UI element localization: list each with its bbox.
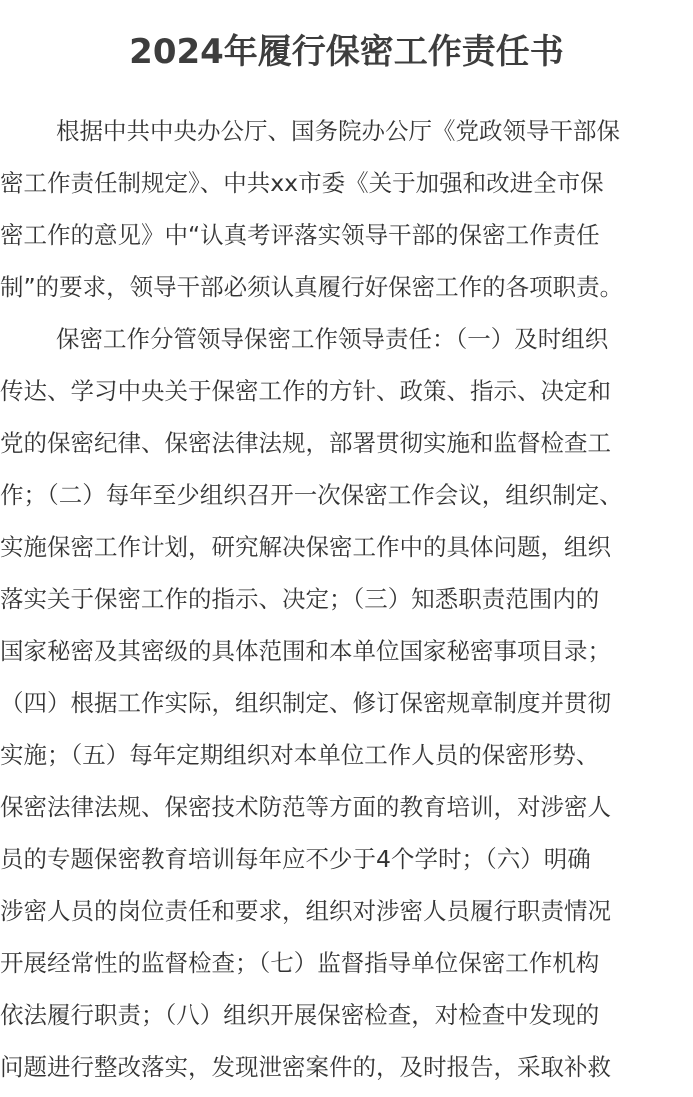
paragraph-2-line-1: 保密工作分管领导保密工作领导责任：（一）及时组织 bbox=[56, 325, 609, 353]
paragraph-2-line-3: 党的保密纪律、保密法律法规，部署贯彻实施和监督检查工 bbox=[0, 429, 611, 457]
paragraph-2-line-6: 落实关于保密工作的指示、决定；（三）知悉职责范围内的 bbox=[0, 585, 600, 613]
paragraph-1-line-1: 根据中共中央办公厅、国务院办公厅《党政领导干部保 bbox=[56, 117, 620, 145]
paragraph-2-line-7: 国家秘密及其密级的具体范围和本单位国家秘密事项目录； bbox=[0, 637, 611, 665]
paragraph-2-line-11: 员的专题保密教育培训每年应不少于4个学时；（六）明确 bbox=[0, 845, 591, 873]
paragraph-2-line-14: 依法履行职责；（八）组织开展保密检查，对检查中发现的 bbox=[0, 1001, 600, 1029]
document-title: 2024年履行保密工作责任书 bbox=[129, 32, 564, 72]
paragraph-2-line-5: 实施保密工作计划，研究解决保密工作中的具体问题，组织 bbox=[0, 533, 611, 561]
paragraph-2-line-4: 作；（二）每年至少组织召开一次保密工作会议，组织制定、 bbox=[0, 481, 623, 509]
paragraph-2-line-10: 保密法律法规、保密技术防范等方面的教育培训，对涉密人 bbox=[0, 793, 611, 821]
paragraph-2-line-13: 开展经常性的监督检查；（七）监督指导单位保密工作机构 bbox=[0, 949, 600, 977]
paragraph-1-line-4: 制”的要求，领导干部必须认真履行好保密工作的各项职责。 bbox=[0, 273, 624, 301]
paragraph-1-line-2: 密工作责任制规定》、中共xx市委《关于加强和改进全市保 bbox=[0, 169, 604, 197]
paragraph-2-line-12: 涉密人员的岗位责任和要求，组织对涉密人员履行职责情况 bbox=[0, 897, 611, 925]
paragraph-1-line-3: 密工作的意见》中“认真考评落实领导干部的保密工作责任 bbox=[0, 221, 600, 249]
paragraph-2-line-8: （四）根据工作实际，组织制定、修订保密规章制度并贯彻 bbox=[0, 689, 611, 717]
paragraph-2-line-15: 问题进行整改落实，发现泄密案件的，及时报告，采取补救 bbox=[0, 1053, 611, 1081]
paragraph-2-line-9: 实施；（五）每年定期组织对本单位工作人员的保密形势、 bbox=[0, 741, 600, 769]
paragraph-2-line-2: 传达、学习中央关于保密工作的方针、政策、指示、决定和 bbox=[0, 377, 611, 405]
